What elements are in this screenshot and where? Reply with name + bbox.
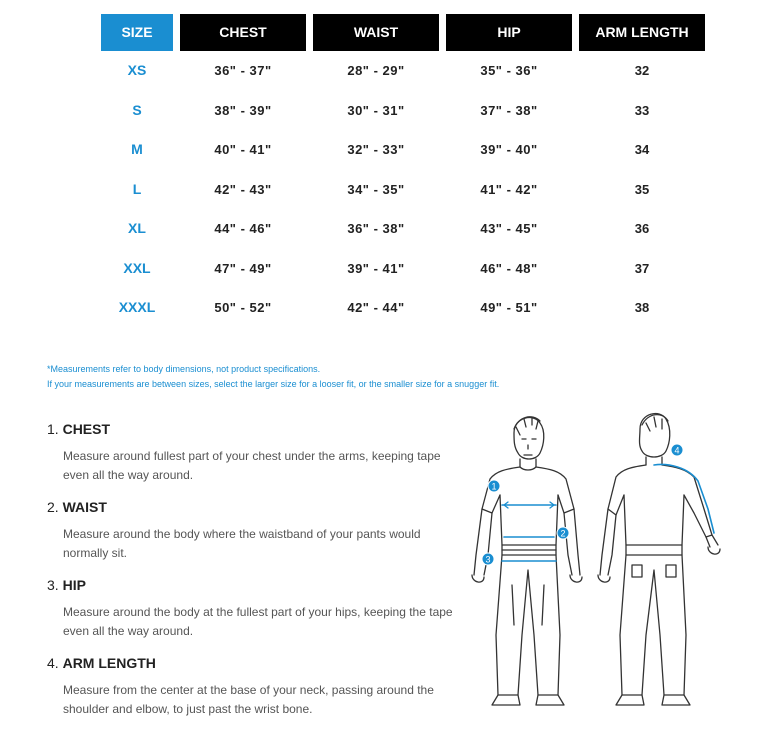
cell-waist: 42" - 44"	[347, 300, 405, 315]
marker-1	[488, 480, 500, 492]
header-waist: WAIST	[313, 14, 439, 51]
guide-description: Measure around the body at the fullest part of your hips, keeping the tape even all the way around.	[63, 605, 453, 638]
guide-title	[47, 418, 467, 440]
table-row	[101, 130, 705, 170]
measurement-illustration	[462, 405, 742, 715]
cell-size: M	[131, 141, 143, 157]
cell-size: S	[132, 101, 142, 118]
header-chest: CHEST	[180, 14, 306, 51]
marker-2-label: 2	[560, 528, 566, 539]
cell-hip: 43" - 45"	[480, 221, 538, 236]
cell-arm-length: 37	[634, 260, 650, 276]
guide-description: Measure around the body where the waistband of your pants would normally sit.	[63, 527, 421, 560]
cell-size: L	[132, 180, 142, 197]
marker-4-label: 4	[674, 445, 680, 456]
table-row	[101, 91, 705, 131]
cell-arm-length: 33	[634, 102, 650, 118]
guide-number: 4.	[47, 655, 59, 671]
table-row	[101, 249, 705, 289]
table-row	[101, 170, 705, 210]
cell-chest: 47" - 49"	[214, 260, 272, 276]
cell-arm-length: 38	[634, 300, 650, 315]
table-row	[101, 51, 705, 91]
guide-number: 1.	[47, 421, 59, 437]
guide-item-chest	[47, 418, 467, 485]
guide-item-waist	[47, 496, 467, 563]
guide-name: HIP	[62, 577, 86, 593]
cell-arm-length: 34	[634, 142, 650, 157]
guide-title	[47, 652, 467, 674]
back-figure	[598, 414, 720, 705]
guide-name: WAIST	[62, 499, 107, 515]
header-hip: HIP	[446, 14, 572, 51]
measurement-guide	[47, 418, 467, 730]
marker-2	[557, 527, 569, 539]
cell-arm-length: 35	[634, 181, 650, 197]
note-line-1: *Measurements refer to body dimensions, not product specifications.	[47, 364, 321, 374]
cell-arm-length: 32	[634, 63, 650, 78]
table-header-row	[101, 14, 705, 51]
table-row	[101, 288, 705, 328]
cell-waist: 32" - 33"	[347, 142, 405, 157]
cell-waist: 36" - 38"	[347, 221, 405, 236]
cell-arm-length: 36	[634, 221, 650, 236]
measurement-notes	[47, 362, 499, 392]
cell-chest: 38" - 39"	[214, 102, 272, 118]
cell-waist: 34" - 35"	[347, 181, 405, 197]
marker-3	[482, 553, 494, 565]
cell-hip: 35" - 36"	[480, 63, 538, 78]
cell-size: XS	[127, 62, 147, 78]
guide-description: Measure around fullest part of your chest under the arms, keeping tape even all the way around.	[63, 449, 441, 482]
table-row	[101, 209, 705, 249]
guide-name: ARM LENGTH	[62, 655, 156, 671]
header-size: SIZE	[101, 14, 173, 51]
cell-waist: 30" - 31"	[347, 102, 405, 118]
cell-chest: 42" - 43"	[214, 181, 272, 197]
header-arm-length: ARM LENGTH	[579, 14, 705, 51]
cell-chest: 40" - 41"	[214, 142, 272, 157]
cell-hip: 39" - 40"	[480, 142, 538, 157]
marker-3-label: 3	[485, 554, 491, 565]
cell-hip: 37" - 38"	[480, 102, 538, 118]
marker-1-label: 1	[491, 481, 497, 492]
cell-waist: 39" - 41"	[347, 260, 405, 276]
cell-hip: 46" - 48"	[480, 260, 538, 276]
cell-waist: 28" - 29"	[347, 63, 405, 78]
size-chart-table	[101, 14, 705, 328]
cell-size: XXL	[123, 259, 151, 276]
cell-chest: 50" - 52"	[214, 300, 272, 315]
table-body	[101, 51, 705, 328]
guide-title	[47, 496, 467, 518]
guide-title	[47, 574, 467, 596]
guide-name: CHEST	[62, 421, 111, 437]
guide-item-arm-length	[47, 652, 467, 719]
guide-number: 2.	[47, 499, 59, 515]
note-line-2: If your measurements are between sizes, select the larger size for a looser fit, or the smaller size for a snugger fit.	[47, 379, 500, 389]
cell-chest: 36" - 37"	[214, 63, 272, 78]
cell-chest: 44" - 46"	[214, 221, 272, 236]
cell-size: XL	[128, 220, 146, 236]
cell-hip: 49" - 51"	[480, 300, 538, 315]
guide-item-hip	[47, 574, 467, 641]
marker-4	[671, 444, 683, 456]
guide-description: Measure from the center at the base of your neck, passing around the shoulder and elbow, to just past the wrist bone.	[63, 683, 434, 716]
guide-number: 3.	[47, 577, 59, 593]
cell-size: XXXL	[118, 299, 156, 315]
cell-hip: 41" - 42"	[480, 181, 538, 197]
